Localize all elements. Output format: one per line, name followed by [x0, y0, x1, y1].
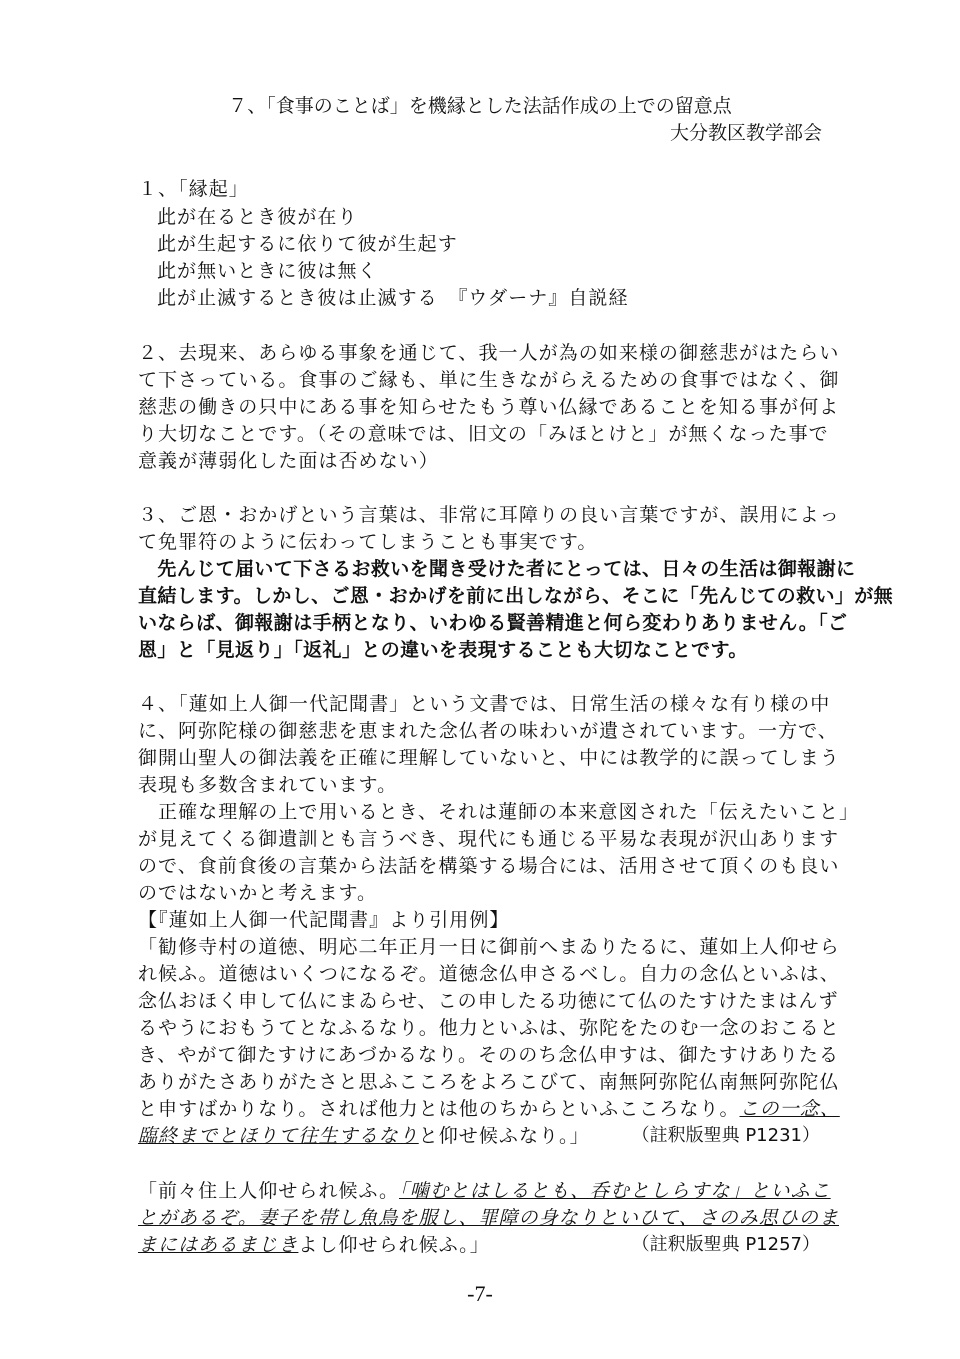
paragraph-line: ので、食前食後の言葉から法話を構築する場合には、活用させて頂くのも良い [138, 855, 840, 877]
emphasized-quote-text: 臨終までとほりて往生するなり [138, 1125, 419, 1147]
bold-paragraph-line: いならば、御報謝は手柄となり、いわゆる賢善精進と何ら変わりありません。「ご [138, 612, 848, 634]
paragraph-line: ２、去現来、あらゆる事象を通じて、我一人が為の如来様の御慈悲がはたらい [138, 342, 840, 364]
quote-text: よし仰せられ候ふ。」 [298, 1234, 490, 1256]
paragraph-line: に、阿弥陀様の御慈悲を恵まれた念仏者の味わいが遺されています。一方で、 [138, 720, 838, 742]
paragraph-line: 表現も多数含まれています。 [138, 774, 398, 796]
paragraph-line: ４、「蓮如上人御一代記聞書」という文書では、日常生活の様々な有り様の中 [138, 693, 831, 715]
paragraph-line: 慈悲の働きの只中にある事を知らせたもう尊い仏縁であることを知る事が何よ [138, 396, 840, 418]
paragraph-line: ３、ご恩・おかげという言葉は、非常に耳障りの良い言葉ですが、誤用によっ [138, 504, 840, 526]
quote-line [138, 1178, 831, 1204]
paragraph-line: が見えてくる御遺訓とも言うべき、現代にも通じる平易な表現が沢山あります [138, 828, 839, 850]
emphasized-quote-text: 「噛むとはしるとも、呑むとしらすな」といふこ [399, 1180, 831, 1202]
verse-line: 此が無いときに彼は無く [157, 260, 378, 282]
bold-paragraph-line: 直結します。しかし、ご恩・おかげを前に出しながら、そこに「先んじての救い」が無 [138, 585, 894, 607]
paragraph-line: て下さっている。食事のご縁も、単に生きながらえるための食事ではなく、御 [138, 369, 840, 391]
page-number: -7- [467, 1281, 493, 1306]
quote-line: ありがたさありがたさと思ふこころをよろこびて、南無阿弥陀仏南無阿弥陀仏 [138, 1071, 840, 1093]
quote-line: れ候ふ。道徳はいくつになるぞ。道徳念仏申さるべし。自力の念仏といふは、 [138, 963, 840, 985]
emphasized-quote-text: この一念、 [739, 1098, 840, 1120]
section-1-heading: １、「縁起」 [138, 178, 249, 200]
citation: （註釈版聖典 P1257） [631, 1234, 820, 1255]
emphasized-quote-text: まにはあるまじき [138, 1234, 299, 1256]
quote-line [138, 1123, 590, 1149]
paragraph-line: り大切なことです。（その意味では、旧文の「みほとけと」が無くなった事で [138, 423, 829, 445]
paragraph-line: 意義が薄弱化した面は否めない） [138, 450, 439, 472]
verse-line: 此が生起するに依りて彼が生起す [157, 233, 458, 255]
quote-text: 「前々住上人仰せられ候ふ。 [138, 1180, 400, 1202]
quote-line: き、やがて御たすけにあづかるなり。そののち念仏申すは、御たすけありたる [138, 1044, 839, 1066]
quote-line: 念仏おほく申して仏にまゐらせ、この申したる功徳にて仏のたすけたまはんず [138, 990, 839, 1012]
paragraph-line: て免罪符のように伝わってしまうことも事実です。 [138, 531, 598, 553]
quote-line [138, 1232, 490, 1258]
paragraph-line: 御開山聖人の御法義を正確に理解していないと、中には教学的に誤ってしまう [138, 747, 840, 769]
bold-paragraph-line: 先んじて届いて下さるお救いを聞き受けた者にとっては、日々の生活は御報謝に [138, 558, 856, 580]
quote-heading: 【『蓮如上人御一代記聞書』より引用例】 [138, 909, 510, 931]
paragraph-line: 正確な理解の上で用いるとき、それは蓮師の本来意図された「伝えたいこと」 [138, 801, 860, 823]
quote-text: と申すばかりなり。されば他力とは他のちからといふこころなり。 [138, 1098, 740, 1120]
page-title: ７、「食事のことば」を機縁とした法話作成の上での留意点 [228, 95, 732, 117]
emphasized-quote-line: とがあるぞ。妻子を帯し魚鳥を服し、罪障の身なりといひて、さのみ思ひのま [138, 1207, 839, 1229]
bold-paragraph-line: 恩」と「見返り」「返礼」との違いを表現することも大切なことです。 [138, 639, 748, 661]
paragraph-line: のではないかと考えます。 [138, 882, 378, 904]
quote-line: 「勧修寺村の道徳、明応二年正月一日に御前へまゐりたるに、蓮如上人仰せら [138, 936, 840, 958]
quote-text: と仰せ候ふなり。」 [418, 1125, 590, 1147]
quote-line [138, 1096, 840, 1122]
citation: （註釈版聖典 P1231） [631, 1125, 820, 1146]
author-organization: 大分教区教学部会 [669, 122, 822, 144]
quote-line: るやうにおもうてとなふるなり。他力といふは、弥陀をたのむ一念のおこると [138, 1017, 840, 1039]
verse-line: 此が在るとき彼が在り [157, 206, 358, 228]
verse-line: 此が止滅するとき彼は止滅する 『ウダーナ』自説経 [157, 287, 629, 309]
